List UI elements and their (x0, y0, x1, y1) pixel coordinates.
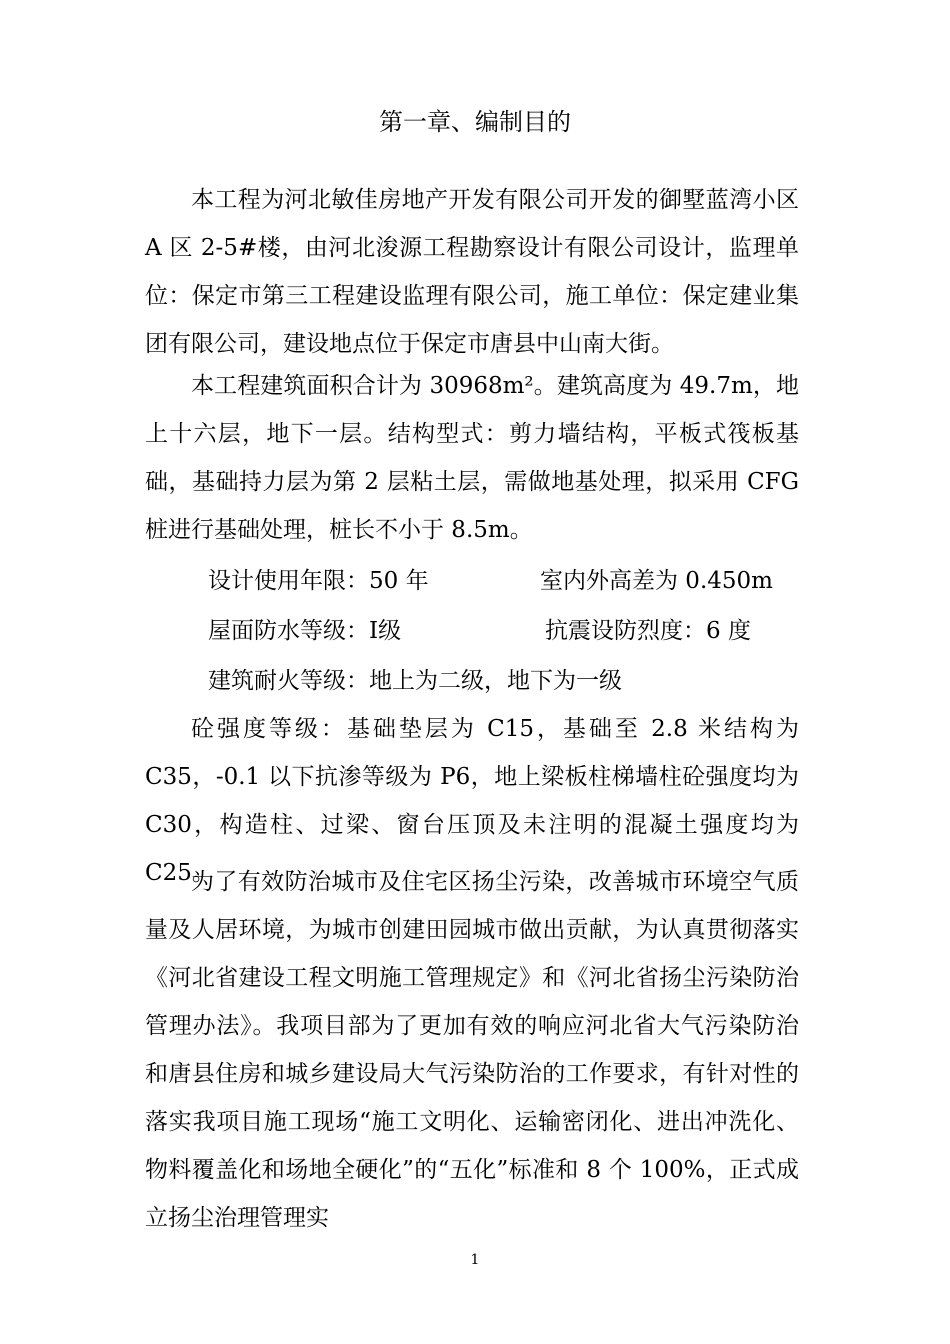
spec-design-life: 设计使用年限：50 年 (208, 568, 429, 594)
paragraph-project-overview: 本工程为河北敏佳房地产开发有限公司开发的御墅蓝湾小区 A 区 2-5#楼，由河北浚源工程勘察设计有限公司设计，监理单位：保定市第三工程建设监理有限公司，施工单位：保定建业集团有限公司，建设地点位于保定市唐县中山南大街。 (145, 187, 799, 357)
chapter-title: 第一章、编制目的 (379, 108, 571, 136)
spec-roof-waterproof: 屋面防水等级：Ⅰ级 (208, 618, 402, 644)
spec-height-difference: 室内外高差为 0.450m (540, 568, 773, 594)
spec-seismic-intensity: 抗震设防烈度：6 度 (545, 618, 751, 644)
paragraph-dust-control: 为了有效防治城市及住宅区扬尘污染，改善城市环境空气质量及人居环境，为城市创建田园城市做出贡献，为认真贯彻落实《河北省建设工程文明施工管理规定》和《河北省扬尘污染防治管理办法》。我项目部为了更加有效的响应河北省大气污染防治和唐县住房和城乡建设局大气污染防治的工作要求，有针对性的落实我项目施工现场“施工文明化、运输密闭化、进出冲洗化、物料覆盖化和场地全硬化”的“五化”标准和 8 个 100%，正式成立扬尘治理管理实 (145, 869, 799, 1231)
paragraph-concrete-grade: 砼强度等级：基础垫层为 C15，基础至 2.8 米结构为 C35，-0.1 以下抗渗等级为 P6，地上梁板柱梯墙柱砼强度均为 C30，构造柱、过梁、窗台压顶及未注明的混凝土强度均为 C25。 (145, 716, 799, 886)
spec-fire-rating: 建筑耐火等级：地上为二级，地下为一级 (208, 668, 622, 694)
paragraph-building-info: 本工程建筑面积合计为 30968m²。建筑高度为 49.7m，地上十六层，地下一层。结构型式：剪力墙结构，平板式筏板基础，基础持力层为第 2 层粘土层，需做地基处理，拟采用 CFG 桩进行基础处理，桩长不小于 8.5m。 (145, 373, 799, 543)
page-number: 1 (470, 1252, 480, 1268)
